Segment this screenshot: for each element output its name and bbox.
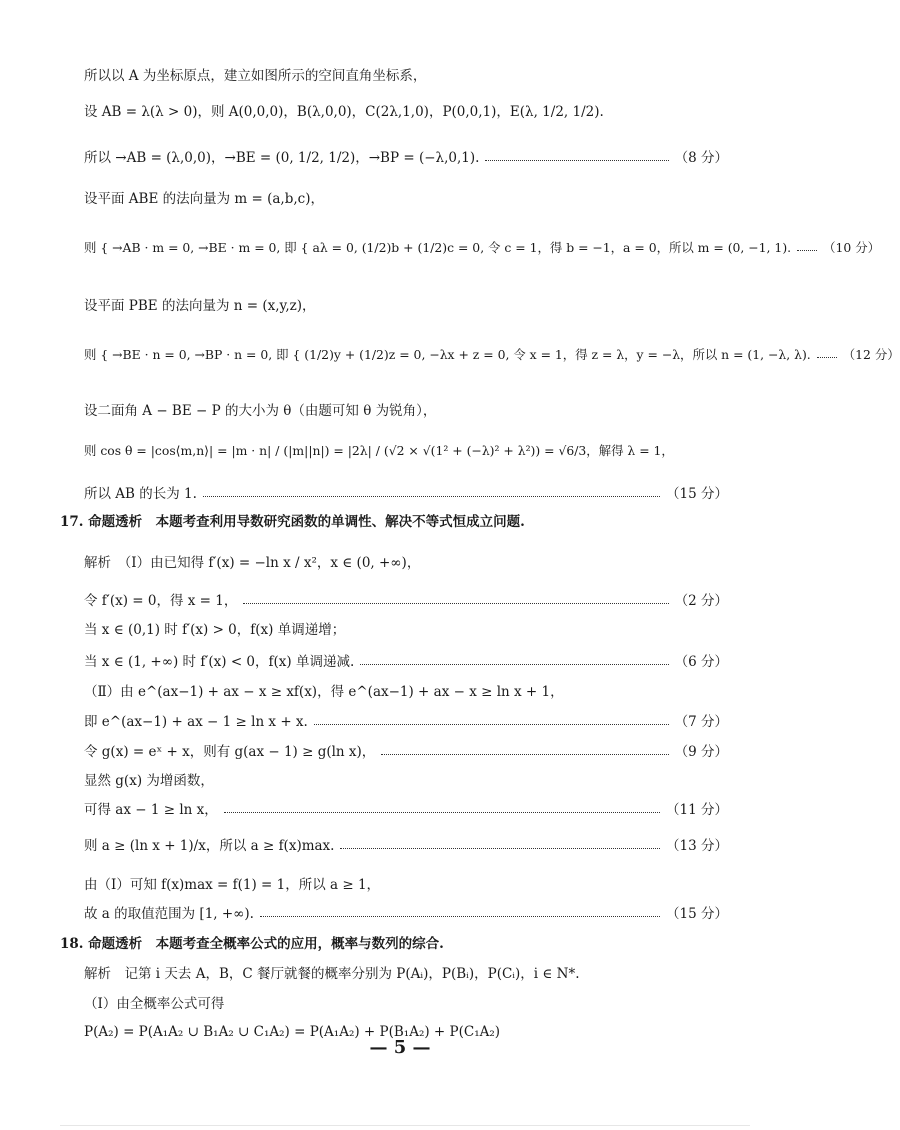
line-text: （Ⅰ）由全概率公式可得 (84, 996, 225, 1012)
text-line-scored (84, 347, 900, 363)
score-mark: （10 分） (823, 240, 880, 255)
text-line-scored (84, 240, 880, 256)
line-text: 由（Ⅰ）可知 f(x)max = f(1) = 1，所以 a ≥ 1， (84, 877, 381, 893)
dotted-leader (360, 663, 668, 665)
text-line-scored (84, 744, 728, 760)
score-mark: （8 分） (674, 150, 728, 166)
dotted-leader (797, 249, 817, 251)
dotted-leader (260, 915, 660, 917)
line-text: 18. 命题透析 本题考查全概率公式的应用，概率与数列的综合. (60, 936, 444, 952)
line-text: 所以 AB 的长为 1. (84, 486, 197, 502)
line-text: P(A₂) = P(A₁A₂ ∪ B₁A₂ ∪ C₁A₂) = P(A₁A₂) + P(B₁A₂) + P(C₁A₂) (84, 1024, 501, 1040)
line-text: 令 f′(x) = 0，得 x = 1， (84, 593, 238, 609)
text-line (84, 191, 324, 207)
dotted-leader (224, 811, 660, 813)
dotted-leader (203, 495, 660, 497)
dotted-leader (340, 847, 660, 849)
dotted-leader (381, 753, 668, 755)
section-heading (60, 936, 444, 952)
line-text: 所以 →AB = (λ,0,0)，→BE = (0, 1/2, 1/2)，→BP = (−λ,0,1). (84, 150, 480, 166)
text-line-scored (84, 714, 728, 730)
text-line (84, 403, 436, 419)
text-line-scored (84, 838, 728, 854)
text-line (84, 996, 224, 1012)
dotted-leader (817, 356, 837, 358)
score-mark: （9 分） (674, 744, 728, 760)
text-line (84, 68, 426, 84)
score-mark: （12 分） (842, 347, 900, 362)
line-text: 即 e^(ax−1) + ax − 1 ≥ ln x + x. (84, 714, 308, 730)
line-text: 当 x ∈ (0,1) 时 f′(x) > 0，f(x) 单调递增； (84, 622, 346, 638)
line-text: 设 AB = λ(λ > 0)，则 A(0,0,0)，B(λ,0,0)，C(2λ,1,0)，P(0,0,1)，E(λ, 1/2, 1/2). (84, 104, 604, 120)
dotted-leader (314, 723, 669, 725)
text-line (84, 104, 604, 120)
text-line-scored (84, 654, 728, 670)
line-text: 设平面 ABE 的法向量为 m = (a,b,c)， (84, 191, 324, 207)
line-text: 故 a 的取值范围为 [1, +∞). (84, 906, 254, 922)
text-line-scored (84, 906, 728, 922)
line-text: 则 { →BE · n = 0, →BP · n = 0, 即 { (1/2)y + (1/2)z = 0, −λx + z = 0, 令 x = 1，得 z = λ，y = −λ，所以 n = (1, −λ, λ). (84, 347, 811, 362)
footer-divider (60, 1125, 750, 1126)
text-line (84, 684, 564, 700)
score-mark: （7 分） (674, 714, 728, 730)
line-text: 解析 记第 i 天去 A，B，C 餐厅就餐的概率分别为 P(Aᵢ)，P(Bᵢ)，P(Cᵢ)，i ∈ N*. (84, 966, 580, 982)
page-number: — 5 — (369, 1037, 431, 1058)
line-text: 解析 （Ⅰ）由已知得 f′(x) = −ln x / x²，x ∈ (0, +∞)， (84, 555, 421, 571)
line-text: 可得 ax − 1 ≥ ln x， (84, 802, 218, 818)
text-line (84, 298, 316, 314)
text-line (84, 622, 345, 638)
line-text: 则 { →AB · m = 0, →BE · m = 0, 即 { aλ = 0, (1/2)b + (1/2)c = 0, 令 c = 1，得 b = −1，a = 0，所以 m = (0, −1, 1). (84, 240, 792, 255)
line-text: 设二面角 A − BE − P 的大小为 θ（由题可知 θ 为锐角）， (84, 403, 437, 419)
text-line-scored (84, 486, 728, 502)
line-text: 设平面 PBE 的法向量为 n = (x,y,z)， (84, 298, 316, 314)
score-mark: （2 分） (674, 593, 728, 609)
text-line-scored (84, 150, 728, 166)
score-mark: （15 分） (666, 906, 728, 922)
line-text: 显然 g(x) 为增函数， (84, 773, 214, 789)
dotted-leader (485, 159, 668, 161)
section-heading (60, 514, 525, 530)
line-text: 所以以 A 为坐标原点，建立如图所示的空间直角坐标系， (84, 68, 427, 84)
line-text: 当 x ∈ (1, +∞) 时 f′(x) < 0，f(x) 单调递减. (84, 654, 355, 670)
text-line (84, 555, 420, 571)
text-line (84, 444, 674, 459)
score-mark: （11 分） (666, 802, 728, 818)
line-text: 则 cos θ = |cos⟨m,n⟩| = |m · n| / (|m||n|) = |2λ| / (√2 × √(1² + (−λ)² + λ²)) = √6/3，解得 λ = 1， (84, 443, 674, 458)
line-text: （Ⅱ）由 e^(ax−1) + ax − x ≥ xf(x)，得 e^(ax−1) + ax − x ≥ ln x + 1， (84, 684, 564, 700)
line-text: 令 g(x) = eˣ + x，则有 g(ax − 1) ≥ g(ln x)， (84, 744, 376, 760)
score-mark: （15 分） (666, 486, 728, 502)
line-text: 17. 命题透析 本题考查利用导数研究函数的单调性、解决不等式恒成立问题. (60, 514, 525, 530)
text-line (84, 773, 214, 789)
score-mark: （13 分） (666, 838, 728, 854)
text-line (84, 877, 380, 893)
score-mark: （6 分） (674, 654, 728, 670)
text-line-scored (84, 593, 728, 609)
line-text: 则 a ≥ (ln x + 1)/x，所以 a ≥ f(x)max. (84, 838, 335, 854)
text-line (84, 966, 580, 982)
dotted-leader (243, 602, 668, 604)
text-line-scored (84, 802, 728, 818)
